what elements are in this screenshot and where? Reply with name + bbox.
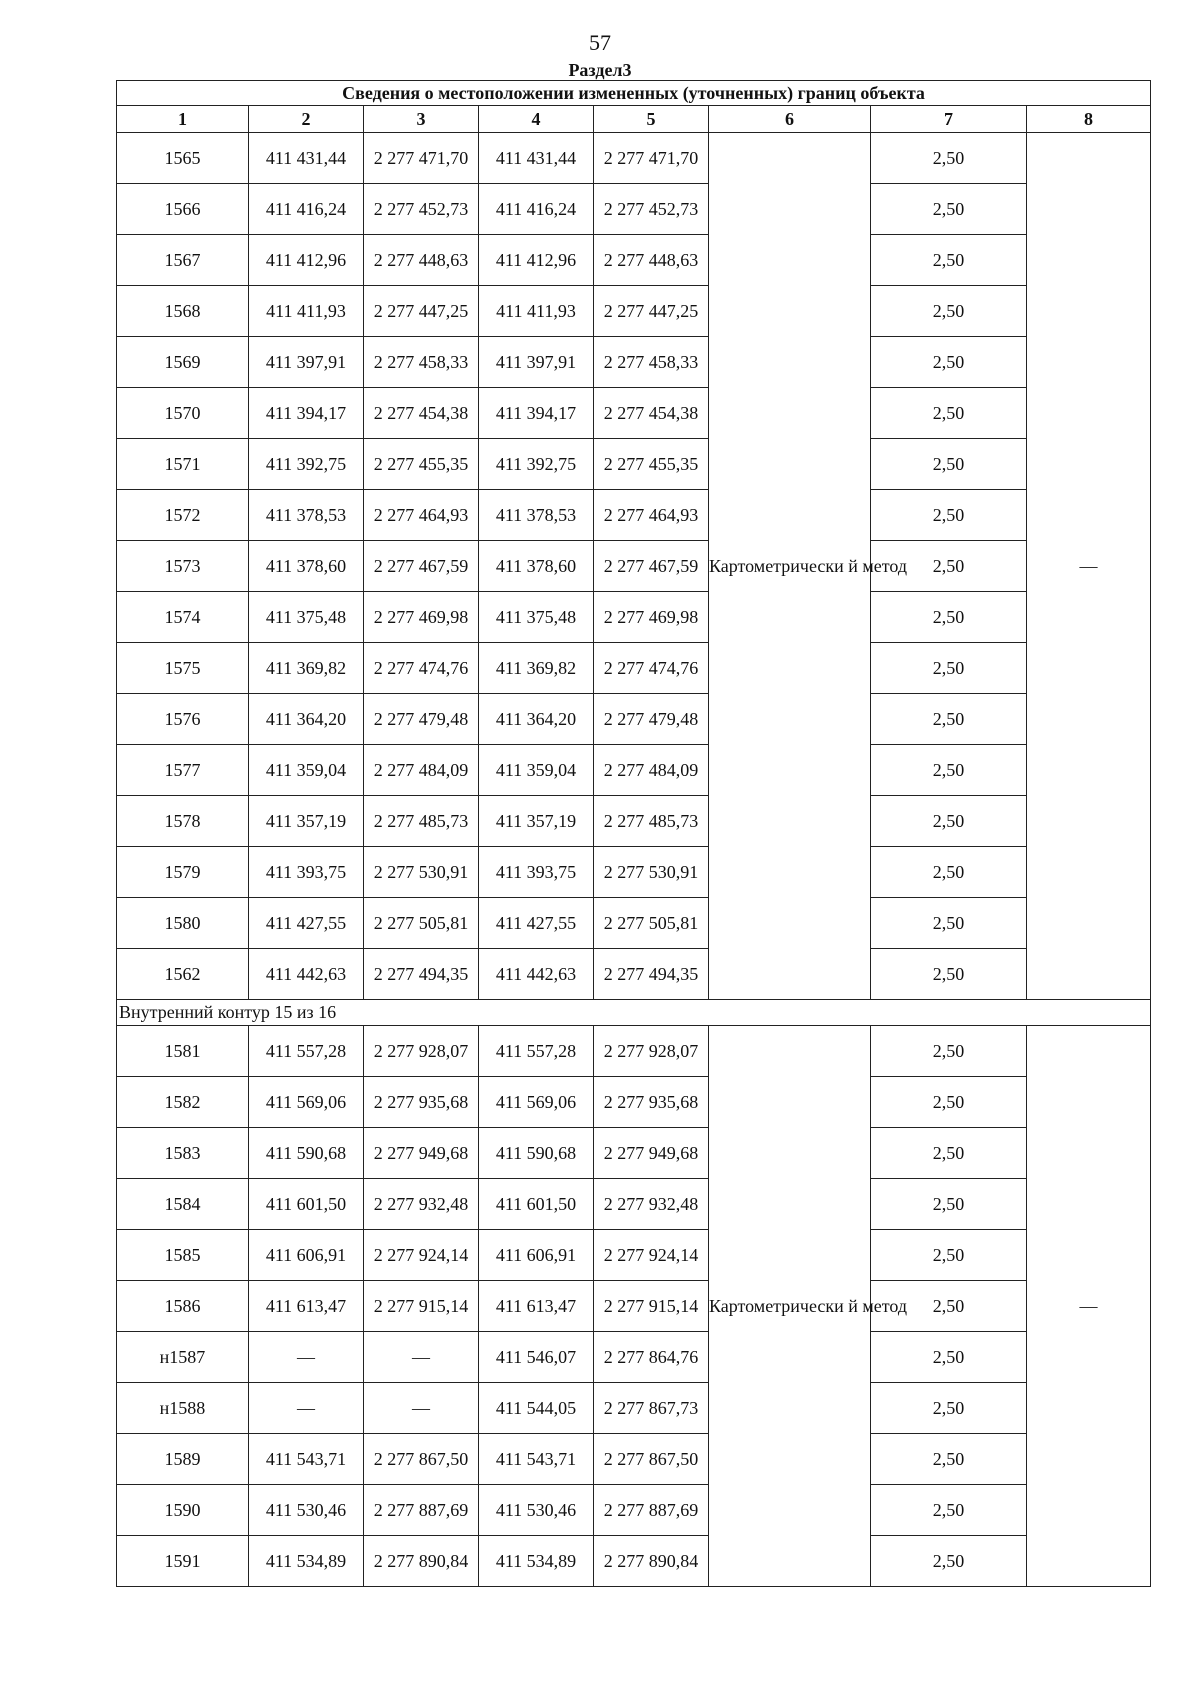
table-row <box>117 949 1151 1000</box>
point-number-cell: 1562 <box>117 949 249 1000</box>
x-refined-cell: 411 427,55 <box>479 898 594 949</box>
table-row <box>117 133 1151 184</box>
accuracy-cell: 2,50 <box>871 388 1027 439</box>
table-row <box>117 796 1151 847</box>
table-row <box>117 1077 1151 1128</box>
accuracy-cell: 2,50 <box>871 1230 1027 1281</box>
point-number-cell: 1585 <box>117 1230 249 1281</box>
y-existing-cell: 2 277 949,68 <box>364 1128 479 1179</box>
x-refined-cell: 411 357,19 <box>479 796 594 847</box>
x-refined-cell: 411 359,04 <box>479 745 594 796</box>
table-row <box>117 643 1151 694</box>
point-number-cell: 1574 <box>117 592 249 643</box>
table-row <box>117 541 1151 592</box>
y-existing-cell: 2 277 928,07 <box>364 1026 479 1077</box>
accuracy-cell: 2,50 <box>871 1485 1027 1536</box>
point-number-cell: 1590 <box>117 1485 249 1536</box>
section-title: Раздел3 <box>568 60 632 80</box>
point-number-cell: 1573 <box>117 541 249 592</box>
column-number: 1 <box>117 106 249 133</box>
table-row <box>117 388 1151 439</box>
point-number-cell: 1579 <box>117 847 249 898</box>
y-existing-cell: 2 277 484,09 <box>364 745 479 796</box>
x-existing-cell: 411 534,89 <box>249 1536 364 1587</box>
y-existing-cell: 2 277 915,14 <box>364 1281 479 1332</box>
x-refined-cell: 411 412,96 <box>479 235 594 286</box>
x-existing-cell: 411 412,96 <box>249 235 364 286</box>
x-refined-cell: 411 569,06 <box>479 1077 594 1128</box>
accuracy-cell: 2,50 <box>871 1536 1027 1587</box>
point-number-cell: 1571 <box>117 439 249 490</box>
y-refined-cell: 2 277 474,76 <box>594 643 709 694</box>
y-existing-cell: 2 277 455,35 <box>364 439 479 490</box>
point-number-cell: 1578 <box>117 796 249 847</box>
accuracy-cell: 2,50 <box>871 796 1027 847</box>
point-number-cell: 1576 <box>117 694 249 745</box>
y-existing-cell: — <box>364 1383 479 1434</box>
x-existing-cell: 411 590,68 <box>249 1128 364 1179</box>
point-number-cell: 1589 <box>117 1434 249 1485</box>
x-existing-cell: 411 359,04 <box>249 745 364 796</box>
y-refined-cell: 2 277 454,38 <box>594 388 709 439</box>
y-existing-cell: 2 277 485,73 <box>364 796 479 847</box>
x-refined-cell: 411 393,75 <box>479 847 594 898</box>
x-refined-cell: 411 590,68 <box>479 1128 594 1179</box>
point-number-cell: 1572 <box>117 490 249 541</box>
table-caption: Сведения о местоположении измененных (уточненных) границ объекта <box>117 81 1151 106</box>
column-number: 4 <box>479 106 594 133</box>
x-refined-cell: 411 601,50 <box>479 1179 594 1230</box>
point-number-cell: 1575 <box>117 643 249 694</box>
table-row <box>117 1536 1151 1587</box>
accuracy-cell: 2,50 <box>871 439 1027 490</box>
column-number: 7 <box>871 106 1027 133</box>
x-refined-cell: 411 613,47 <box>479 1281 594 1332</box>
y-existing-cell: 2 277 452,73 <box>364 184 479 235</box>
y-existing-cell: 2 277 447,25 <box>364 286 479 337</box>
y-existing-cell: 2 277 448,63 <box>364 235 479 286</box>
x-existing-cell: 411 431,44 <box>249 133 364 184</box>
point-number-cell: 1586 <box>117 1281 249 1332</box>
method-cell: Картометрически й метод <box>709 1026 871 1587</box>
accuracy-cell: 2,50 <box>871 184 1027 235</box>
accuracy-cell: 2,50 <box>871 694 1027 745</box>
y-refined-cell: 2 277 455,35 <box>594 439 709 490</box>
y-refined-cell: 2 277 932,48 <box>594 1179 709 1230</box>
y-existing-cell: 2 277 890,84 <box>364 1536 479 1587</box>
y-existing-cell: 2 277 474,76 <box>364 643 479 694</box>
x-existing-cell: 411 378,53 <box>249 490 364 541</box>
y-refined-cell: 2 277 471,70 <box>594 133 709 184</box>
table-row <box>117 1128 1151 1179</box>
x-refined-cell: 411 546,07 <box>479 1332 594 1383</box>
table-row <box>117 337 1151 388</box>
x-existing-cell: 411 375,48 <box>249 592 364 643</box>
x-existing-cell: 411 442,63 <box>249 949 364 1000</box>
x-refined-cell: 411 364,20 <box>479 694 594 745</box>
point-number-cell: 1566 <box>117 184 249 235</box>
x-refined-cell: 411 411,93 <box>479 286 594 337</box>
table-row <box>117 235 1151 286</box>
accuracy-cell: 2,50 <box>871 1281 1027 1332</box>
x-existing-cell: 411 416,24 <box>249 184 364 235</box>
y-existing-cell: 2 277 464,93 <box>364 490 479 541</box>
y-existing-cell: 2 277 924,14 <box>364 1230 479 1281</box>
y-refined-cell: 2 277 448,63 <box>594 235 709 286</box>
point-number-cell: 1584 <box>117 1179 249 1230</box>
point-number-cell: 1570 <box>117 388 249 439</box>
point-number-cell: н1587 <box>117 1332 249 1383</box>
point-number-cell: 1580 <box>117 898 249 949</box>
x-refined-cell: 411 375,48 <box>479 592 594 643</box>
table-row <box>117 1332 1151 1383</box>
point-number-cell: 1568 <box>117 286 249 337</box>
accuracy-cell: 2,50 <box>871 643 1027 694</box>
accuracy-cell: 2,50 <box>871 592 1027 643</box>
accuracy-cell: 2,50 <box>871 898 1027 949</box>
x-refined-cell: 411 378,60 <box>479 541 594 592</box>
x-existing-cell: 411 601,50 <box>249 1179 364 1230</box>
accuracy-cell: 2,50 <box>871 847 1027 898</box>
x-existing-cell: 411 557,28 <box>249 1026 364 1077</box>
x-existing-cell: — <box>249 1383 364 1434</box>
table-row <box>117 184 1151 235</box>
y-refined-cell: 2 277 867,50 <box>594 1434 709 1485</box>
y-refined-cell: 2 277 479,48 <box>594 694 709 745</box>
table-row <box>117 745 1151 796</box>
contour-label: Внутренний контур 15 из 16 <box>117 1000 1151 1026</box>
point-number-cell: 1577 <box>117 745 249 796</box>
y-refined-cell: 2 277 935,68 <box>594 1077 709 1128</box>
table-row <box>117 1485 1151 1536</box>
x-existing-cell: 411 613,47 <box>249 1281 364 1332</box>
x-existing-cell: 411 394,17 <box>249 388 364 439</box>
x-refined-cell: 411 416,24 <box>479 184 594 235</box>
column-number: 6 <box>709 106 871 133</box>
y-existing-cell: 2 277 454,38 <box>364 388 479 439</box>
y-refined-cell: 2 277 447,25 <box>594 286 709 337</box>
table-row <box>117 1383 1151 1434</box>
accuracy-cell: 2,50 <box>871 1332 1027 1383</box>
y-existing-cell: 2 277 467,59 <box>364 541 479 592</box>
y-refined-cell: 2 277 890,84 <box>594 1536 709 1587</box>
column-number: 2 <box>249 106 364 133</box>
point-number-cell: 1591 <box>117 1536 249 1587</box>
method-cell: Картометрически й метод <box>709 133 871 1000</box>
y-refined-cell: 2 277 924,14 <box>594 1230 709 1281</box>
x-existing-cell: 411 543,71 <box>249 1434 364 1485</box>
y-refined-cell: 2 277 452,73 <box>594 184 709 235</box>
y-refined-cell: 2 277 484,09 <box>594 745 709 796</box>
x-existing-cell: 411 397,91 <box>249 337 364 388</box>
point-number-cell: 1582 <box>117 1077 249 1128</box>
y-existing-cell: 2 277 494,35 <box>364 949 479 1000</box>
y-refined-cell: 2 277 464,93 <box>594 490 709 541</box>
table-row <box>117 1281 1151 1332</box>
note-cell: — <box>1027 133 1151 1000</box>
table-row <box>117 439 1151 490</box>
x-existing-cell: 411 392,75 <box>249 439 364 490</box>
point-number-cell: 1569 <box>117 337 249 388</box>
x-refined-cell: 411 606,91 <box>479 1230 594 1281</box>
accuracy-cell: 2,50 <box>871 490 1027 541</box>
x-refined-cell: 411 543,71 <box>479 1434 594 1485</box>
y-existing-cell: 2 277 867,50 <box>364 1434 479 1485</box>
y-existing-cell: 2 277 932,48 <box>364 1179 479 1230</box>
note-cell: — <box>1027 1026 1151 1587</box>
y-existing-cell: 2 277 458,33 <box>364 337 479 388</box>
y-existing-cell: 2 277 935,68 <box>364 1077 479 1128</box>
y-existing-cell: 2 277 471,70 <box>364 133 479 184</box>
table-row <box>117 898 1151 949</box>
x-refined-cell: 411 557,28 <box>479 1026 594 1077</box>
column-number: 3 <box>364 106 479 133</box>
table-body <box>117 133 1151 1587</box>
contour-row <box>117 1000 1151 1026</box>
y-refined-cell: 2 277 867,73 <box>594 1383 709 1434</box>
accuracy-cell: 2,50 <box>871 1128 1027 1179</box>
accuracy-cell: 2,50 <box>871 235 1027 286</box>
x-refined-cell: 411 530,46 <box>479 1485 594 1536</box>
y-refined-cell: 2 277 485,73 <box>594 796 709 847</box>
y-refined-cell: 2 277 928,07 <box>594 1026 709 1077</box>
table-row <box>117 490 1151 541</box>
table-row <box>117 592 1151 643</box>
accuracy-cell: 2,50 <box>871 337 1027 388</box>
y-existing-cell: 2 277 887,69 <box>364 1485 479 1536</box>
accuracy-cell: 2,50 <box>871 949 1027 1000</box>
y-refined-cell: 2 277 949,68 <box>594 1128 709 1179</box>
table-row <box>117 1179 1151 1230</box>
x-existing-cell: 411 530,46 <box>249 1485 364 1536</box>
y-refined-cell: 2 277 530,91 <box>594 847 709 898</box>
accuracy-cell: 2,50 <box>871 133 1027 184</box>
y-refined-cell: 2 277 494,35 <box>594 949 709 1000</box>
y-existing-cell: 2 277 479,48 <box>364 694 479 745</box>
x-existing-cell: 411 606,91 <box>249 1230 364 1281</box>
x-existing-cell: 411 569,06 <box>249 1077 364 1128</box>
accuracy-cell: 2,50 <box>871 541 1027 592</box>
x-existing-cell: 411 364,20 <box>249 694 364 745</box>
x-existing-cell: 411 411,93 <box>249 286 364 337</box>
y-refined-cell: 2 277 887,69 <box>594 1485 709 1536</box>
table-row <box>117 1026 1151 1077</box>
point-number-cell: 1581 <box>117 1026 249 1077</box>
x-existing-cell: — <box>249 1332 364 1383</box>
y-existing-cell: 2 277 469,98 <box>364 592 479 643</box>
accuracy-cell: 2,50 <box>871 1077 1027 1128</box>
x-refined-cell: 411 431,44 <box>479 133 594 184</box>
x-existing-cell: 411 427,55 <box>249 898 364 949</box>
x-refined-cell: 411 378,53 <box>479 490 594 541</box>
x-refined-cell: 411 397,91 <box>479 337 594 388</box>
page-number: 57 <box>589 30 611 55</box>
x-refined-cell: 411 442,63 <box>479 949 594 1000</box>
table-row <box>117 1434 1151 1485</box>
y-existing-cell: 2 277 530,91 <box>364 847 479 898</box>
point-number-cell: н1588 <box>117 1383 249 1434</box>
table-row <box>117 847 1151 898</box>
x-refined-cell: 411 392,75 <box>479 439 594 490</box>
accuracy-cell: 2,50 <box>871 1026 1027 1077</box>
y-refined-cell: 2 277 505,81 <box>594 898 709 949</box>
table-row <box>117 1230 1151 1281</box>
boundary-coordinates-table <box>116 80 1151 1587</box>
accuracy-cell: 2,50 <box>871 745 1027 796</box>
point-number-cell: 1565 <box>117 133 249 184</box>
x-existing-cell: 411 393,75 <box>249 847 364 898</box>
point-number-cell: 1583 <box>117 1128 249 1179</box>
y-existing-cell: — <box>364 1332 479 1383</box>
y-refined-cell: 2 277 915,14 <box>594 1281 709 1332</box>
y-existing-cell: 2 277 505,81 <box>364 898 479 949</box>
y-refined-cell: 2 277 458,33 <box>594 337 709 388</box>
accuracy-cell: 2,50 <box>871 1434 1027 1485</box>
x-existing-cell: 411 357,19 <box>249 796 364 847</box>
accuracy-cell: 2,50 <box>871 1179 1027 1230</box>
point-number-cell: 1567 <box>117 235 249 286</box>
y-refined-cell: 2 277 864,76 <box>594 1332 709 1383</box>
accuracy-cell: 2,50 <box>871 1383 1027 1434</box>
column-number: 8 <box>1027 106 1151 133</box>
x-refined-cell: 411 544,05 <box>479 1383 594 1434</box>
table-row <box>117 694 1151 745</box>
column-number: 5 <box>594 106 709 133</box>
table-row <box>117 286 1151 337</box>
x-existing-cell: 411 378,60 <box>249 541 364 592</box>
x-existing-cell: 411 369,82 <box>249 643 364 694</box>
y-refined-cell: 2 277 467,59 <box>594 541 709 592</box>
accuracy-cell: 2,50 <box>871 286 1027 337</box>
y-refined-cell: 2 277 469,98 <box>594 592 709 643</box>
x-refined-cell: 411 394,17 <box>479 388 594 439</box>
x-refined-cell: 411 369,82 <box>479 643 594 694</box>
x-refined-cell: 411 534,89 <box>479 1536 594 1587</box>
